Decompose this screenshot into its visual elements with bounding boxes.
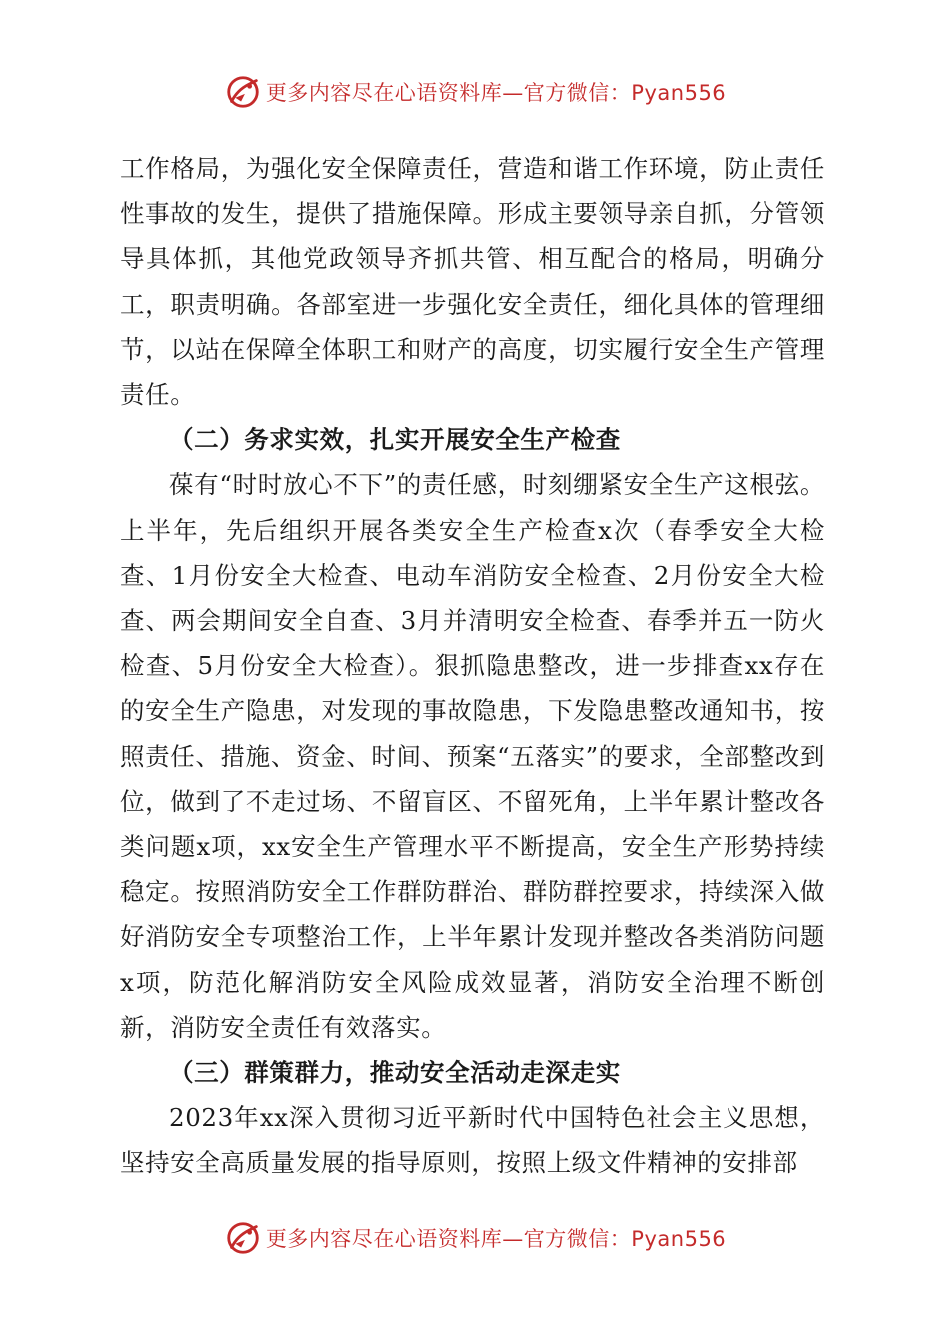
- brand-logo-icon: [224, 73, 262, 111]
- header-banner: [0, 70, 950, 114]
- body-paragraph: 2023年xx深入贯彻习近平新时代中国特色社会主义思想，坚持安全高质量发展的指导原则，按照上级文件精神的安排部: [120, 1103, 825, 1178]
- banner-text: 更多内容尽在心语资料库—官方微信：Pyan556: [265, 81, 727, 105]
- footer-banner: [0, 1216, 950, 1260]
- banner-text: 更多内容尽在心语资料库—官方微信：Pyan556: [265, 1227, 727, 1251]
- body-paragraph: 葆有“时时放心不下”的责任感，时刻绷紧安全生产这根弦。上半年，先后组织开展各类安全生产检查x次（春季安全大检查、1月份安全大检查、电动车消防安全检查、2月份安全大检查、两会期间安全自查、3月并清明安全检查、春季并五一防火检查、5月份安全大检查）。狠抓隐患整改，进一步排查xx存在的安全生产隐患，对发现的事故隐患，下发隐患整改通知书，按照责任、措施、资金、时间、预案“五落实”的要求，全部整改到位，做到了不走过场、不留盲区、不留死角，上半年累计整改各类问题x项，xx安全生产管理水平不断提高，安全生产形势持续稳定。按照消防安全工作群防群治、群防群控要求，持续深入做好消防安全专项整治工作，上半年累计发现并整改各类消防问题x项，防范化解消防安全风险成效显著，消防安全治理不断创新，消防安全责任有效落实。: [120, 470, 825, 1042]
- section-heading: （二）务求实效，扎实开展安全生产检查: [169, 425, 621, 455]
- brand-logo-icon: [224, 1219, 262, 1257]
- body-paragraph: 工作格局，为强化安全保障责任，营造和谐工作环境，防止责任性事故的发生，提供了措施保障。形成主要领导亲自抓，分管领导具体抓，其他党政领导齐抓共管、相互配合的格局，明确分工，职责明确。各部室进一步强化安全责任，细化具体的管理细节，以站在保障全体职工和财产的高度，切实履行安全生产管理责任。: [120, 154, 825, 410]
- section-heading: （三）群策群力，推动安全活动走深走实: [169, 1058, 621, 1088]
- document-body: [120, 146, 825, 1186]
